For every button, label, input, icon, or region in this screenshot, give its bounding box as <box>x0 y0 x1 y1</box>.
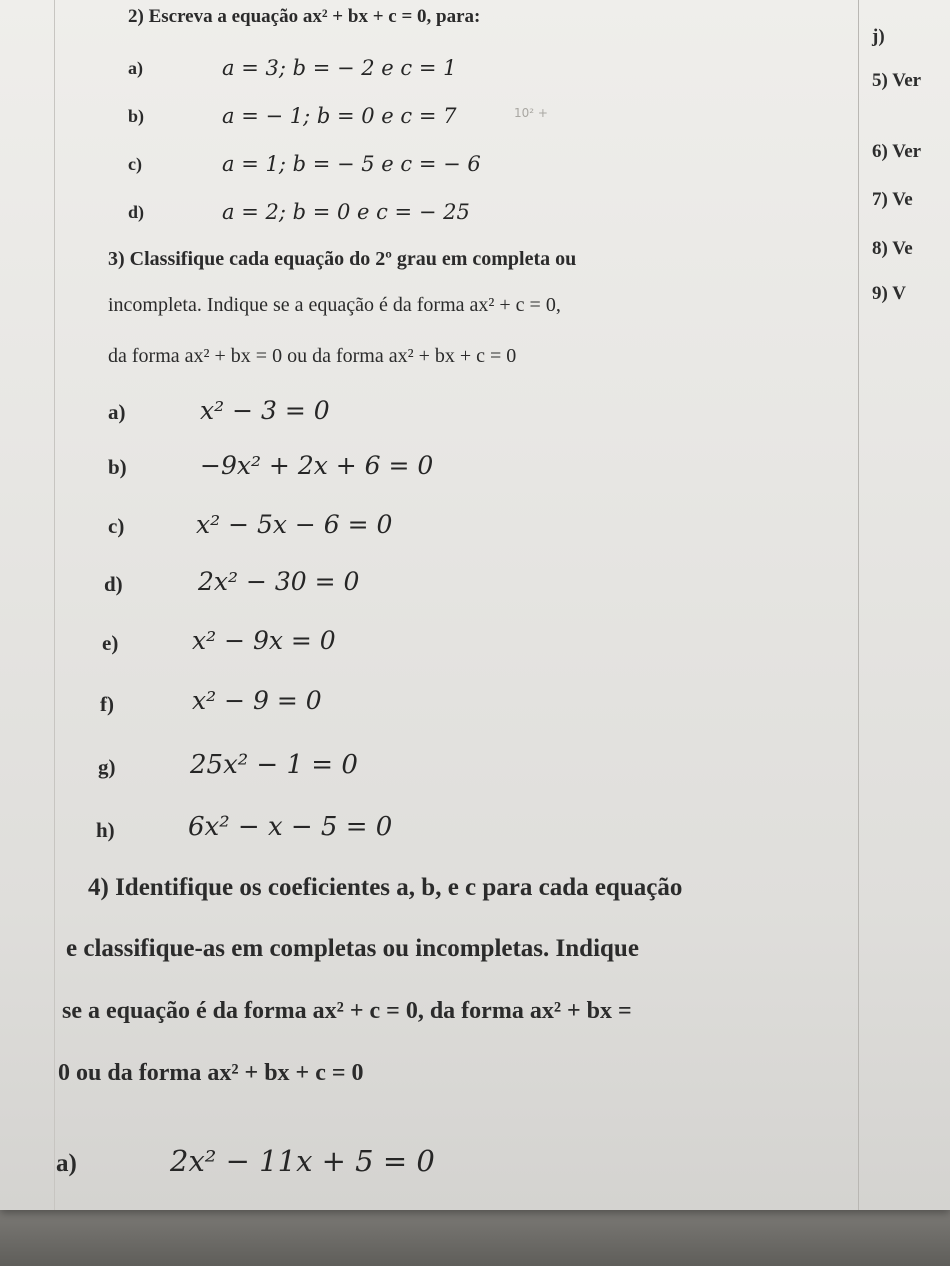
q3-item-expr: 2x² − 30 = 0 <box>198 567 360 596</box>
q3-item-expr: 6x² − x − 5 = 0 <box>188 812 393 842</box>
side-item: j) <box>872 26 885 47</box>
q3-item-expr: x² − 5x − 6 = 0 <box>196 510 393 539</box>
side-item: 5) Ver <box>872 70 922 91</box>
q3-item-label: h) <box>96 818 115 842</box>
desk-shadow <box>0 1205 950 1266</box>
q4-item-label: a) <box>56 1150 77 1177</box>
q3-item-label: a) <box>108 400 126 424</box>
q2-item-label: c) <box>128 154 142 174</box>
q3-item-expr: x² − 3 = 0 <box>200 396 330 425</box>
column-divider <box>858 0 859 1210</box>
q3-item-label: d) <box>104 572 123 596</box>
side-item: 7) Ve <box>872 189 913 210</box>
q4-text-line: 0 ou da forma ax² + bx + c = 0 <box>58 1060 364 1086</box>
q2-item-expr: a = 1; b = − 5 e c = − 6 <box>222 152 481 176</box>
q2-item-label: b) <box>128 106 145 126</box>
q4-text-line: e classifique-as em completas ou incompletas. Indique <box>66 935 639 962</box>
q3-item-expr: x² − 9 = 0 <box>192 686 322 715</box>
q2-item-expr: a = 2; b = 0 e c = − 25 <box>222 200 470 224</box>
q3-item-label: g) <box>98 755 116 779</box>
q4-item-expr: 2x² − 11x + 5 = 0 <box>170 1144 435 1178</box>
side-item: 9) V <box>872 283 906 304</box>
q4-text-line: se a equação é da forma ax² + c = 0, da forma ax² + bx = <box>62 998 632 1024</box>
q3-item-expr: −9x² + 2x + 6 = 0 <box>200 451 434 480</box>
q2-item-label: a) <box>128 58 143 78</box>
q2-item-expr: a = 3; b = − 2 e c = 1 <box>222 56 457 80</box>
q3-item-label: f) <box>100 692 114 716</box>
pencil-note: 10² + <box>514 106 548 120</box>
side-item: 8) Ve <box>872 238 913 259</box>
q3-item-expr: 25x² − 1 = 0 <box>190 750 358 780</box>
q3-item-label: c) <box>108 514 125 538</box>
page-margin-line <box>54 0 55 1210</box>
q4-heading: 4) Identifique os coeficientes a, b, e c para cada equação <box>88 874 683 901</box>
q3-text-line: incompleta. Indique se a equação é da forma ax² + c = 0, <box>108 294 561 316</box>
q3-item-label: b) <box>108 455 127 479</box>
q3-item-expr: x² − 9x = 0 <box>192 626 336 655</box>
q3-heading: 3) Classifique cada equação do 2º grau em completa ou <box>108 248 577 270</box>
q2-item-expr: a = − 1; b = 0 e c = 7 <box>222 104 457 128</box>
q3-text-line: da forma ax² + bx = 0 ou da forma ax² + bx + c = 0 <box>108 345 517 367</box>
q2-item-label: d) <box>128 202 145 222</box>
q2-title: 2) Escreva a equação ax² + bx + c = 0, para: <box>128 6 481 27</box>
side-item: 6) Ver <box>872 141 922 162</box>
q3-item-label: e) <box>102 631 119 655</box>
